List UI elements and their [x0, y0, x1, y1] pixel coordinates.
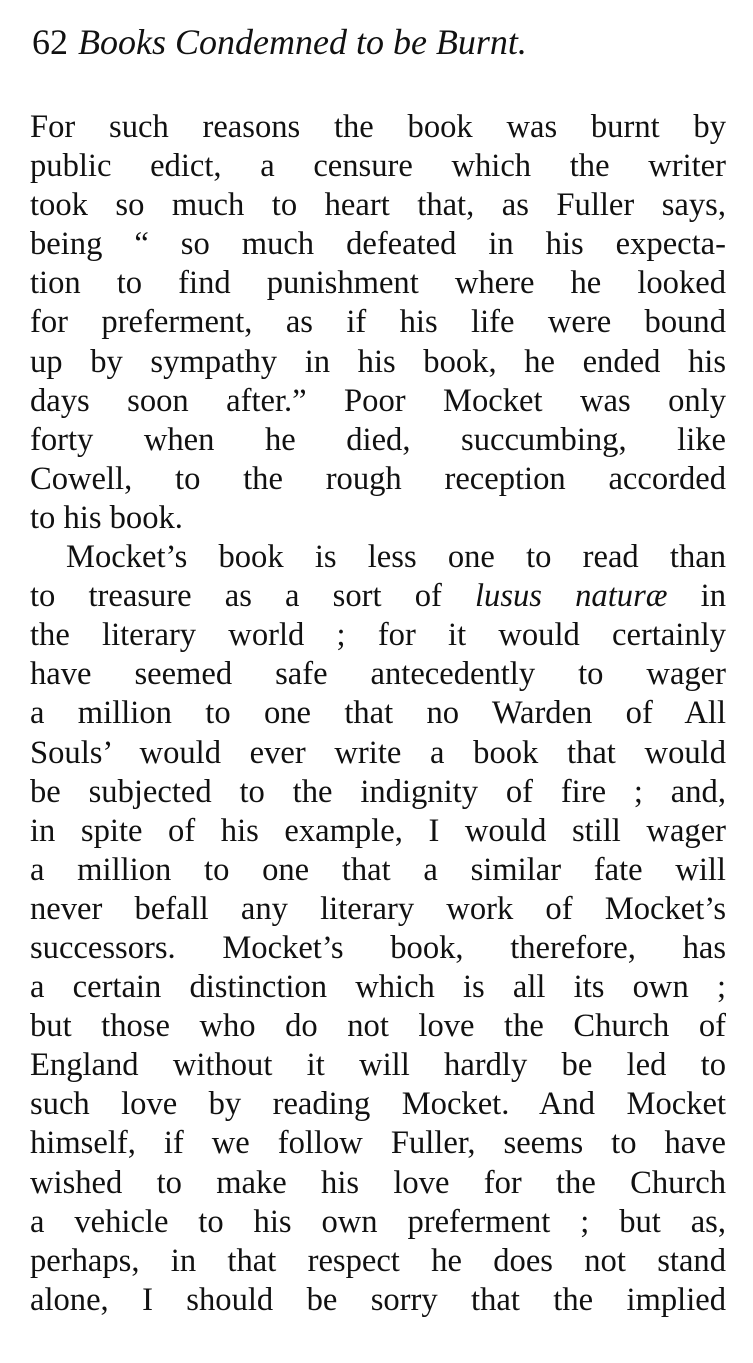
text-line: the literary world ; for it would certainly: [30, 617, 726, 654]
text-line: a million to one that a similar fate will: [30, 851, 726, 888]
text-run: in: [667, 578, 726, 615]
text-line: never befall any literary work of Mocket’s: [30, 890, 726, 927]
text-line: England without it will hardly be led to: [30, 1047, 726, 1084]
text-line: for preferment, as if his life were bound: [30, 304, 726, 341]
text-line: Mocket’s book is less one to read than: [66, 539, 726, 576]
text-line: in spite of his example, I would still wager: [30, 812, 726, 849]
text-line: successors. Mocket’s book, therefore, has: [30, 929, 726, 966]
paragraph-1: [30, 108, 726, 538]
text-line: a certain distinction which is all its own ;: [30, 969, 726, 1006]
text-line: [30, 577, 726, 616]
text-line: be subjected to the indignity of fire ; and,: [30, 773, 726, 810]
running-head: [32, 20, 527, 64]
text-line: public edict, a censure which the writer: [30, 148, 726, 185]
text-line: perhaps, in that respect he does not stand: [30, 1242, 726, 1279]
text-line: such love by reading Mocket. And Mocket: [30, 1086, 726, 1123]
text-line: tion to find punishment where he looked: [30, 265, 726, 302]
text-line: wished to make his love for the Church: [30, 1164, 726, 1201]
page-number: 62: [32, 22, 68, 62]
text-line: but those who do not love the Church of: [30, 1008, 726, 1045]
text-line: a million to one that no Warden of All: [30, 695, 726, 732]
text-line: [30, 1320, 726, 1359]
running-head-title: Books Condemned to be Burnt.: [78, 22, 527, 62]
text-line: forty when he died, succumbing, like: [30, 421, 726, 458]
text-line: to his book.: [30, 499, 183, 536]
text-run: to treasure as a sort of: [30, 578, 475, 615]
text-line: Souls’ would ever write a book that would: [30, 734, 726, 771]
paragraph-2: [30, 538, 726, 1359]
text-line: a vehicle to his own preferment ; but as,: [30, 1203, 726, 1240]
text-line: have seemed safe antecedently to wager: [30, 656, 726, 693]
body-text: [30, 108, 726, 1359]
text-line: took so much to heart that, as Fuller says,: [30, 187, 726, 224]
italic-phrase: lusus naturæ: [475, 578, 668, 615]
text-line: Cowell, to the rough reception accorded: [30, 460, 726, 497]
text-line: up by sympathy in his book, he ended his: [30, 343, 726, 380]
text-line: being “ so much defeated in his expecta-: [30, 226, 726, 263]
text-line: himself, if we follow Fuller, seems to have: [30, 1125, 726, 1162]
text-line: days soon after.” Poor Mocket was only: [30, 382, 726, 419]
text-line: alone, I should be sorry that the implied: [30, 1281, 726, 1318]
text-line: For such reasons the book was burnt by: [30, 109, 726, 145]
